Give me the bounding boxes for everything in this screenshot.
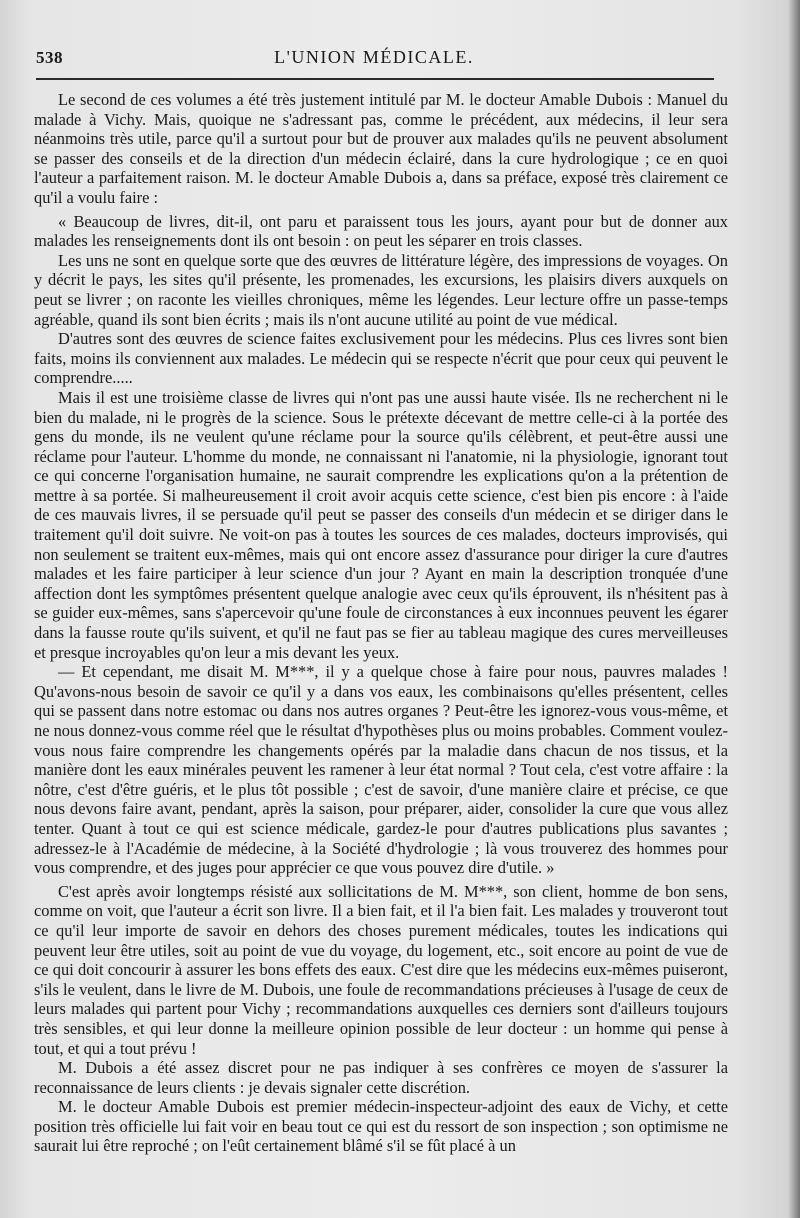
paragraph-quote-start: « Beaucoup de livres, dit-il, ont paru et paraissent tous les jours, ayant pour but de donner aux malades les renseignements dont ils ont besoin : on peut les séparer en trois classes. bbox=[34, 211, 728, 251]
paragraph-intro: Le second de ces volumes a été très justement intitulé par M. le docteur Amable Dubois : Manuel du malade à Vichy. Mais, quoique ne s'adressant pas, comme le précédent, aux médecins, il leur sera néanmoins très utile, parce qu'il a surtout pour but de prouver aux malades qu'ils ne peuvent absolument se passer des conseils et de la direction d'un médecin éclairé, dans la cure hydrologique ; ce en quoi l'auteur a parfaitement raison. M. le docteur Amable Dubois a, dans sa préface, exposé très clairement ce qu'il a voulu faire : bbox=[34, 90, 728, 207]
paragraph-author-book: C'est après avoir longtemps résisté aux sollicitations de M. M***, son client, homme de bon sens, comme on voit, que l'auteur a écrit son livre. Il a bien fait, et il l'a bien fait. Les malades y trouveront tout ce qu'il leur importe de savoir en dehors des choses purement médicales, toutes les indications qui peuvent leur être utiles, soit au point de vue du voyage, du logement, etc., soit encore au point de vue de ce qui doit concourir à assurer les bons effets des eaux. C'est dire que les médecins eux-mêmes puiseront, s'ils le veulent, dans le livre de M. Dubois, une foule de recommandations précieuses à l'usage de ceux de leurs malades qui partent pour Vichy ; recommandations auxquelles ces derniers sont d'ailleurs toujours très sensibles, et qui leur donne la meilleure opinion possible de leur docteur : un homme qui pense à tout, et qui a tout prévu ! bbox=[34, 881, 728, 1058]
book-spine-shadow bbox=[788, 0, 800, 1218]
page-header bbox=[36, 44, 712, 74]
paragraph-discretion: M. Dubois a été assez discret pour ne pas indiquer à ses confrères ce moyen de s'assurer la reconnaissance de leurs clients : je devais signaler cette discrétion. bbox=[34, 1058, 728, 1097]
paragraph-first-class: Les uns ne sont en quelque sorte que des œuvres de littérature légère, des impressions de voyages. On y décrit le pays, les sites qu'il présente, les promenades, les excursions, les plaisirs divers auxquels on peut se livrer ; on raconte les vieilles chroniques, même les légendes. Leur lecture offre un passe-temps agréable, quand ils sont bien écrits ; mais ils n'ont aucune utilité au point de vue médical. bbox=[34, 250, 728, 329]
page-number: 538 bbox=[36, 48, 63, 67]
article-body bbox=[34, 90, 728, 1156]
header-rule bbox=[36, 78, 714, 80]
paragraph-inspector: M. le docteur Amable Dubois est premier médecin-inspecteur-adjoint des eaux de Vichy, et cette position très officielle lui fait voir en beau tout ce qui est du ressort de son inspection ; son optimisme ne saurait lui être reproché ; on l'eût certainement blâmé s'il se fût placé à un bbox=[34, 1097, 728, 1156]
paragraph-third-class: Mais il est une troisième classe de livres qui n'ont pas une aussi haute visée. Ils ne recherchent ni le bien du malade, ni le progrès de la science. Sous le prétexte décevant de mettre celle-ci à la portée des gens du monde, ils ne veulent qu'une réclame pour la source qu'ils célèbrent, et peut-être aussi une réclame pour l'auteur. L'homme du monde, ne connaissant ni l'anatomie, ni la physiologie, ignorant tout ce qui concerne l'organisation humaine, ne saurait comprendre les explications qu'on a la prétention de mettre à sa portée. Si malheureusement il croit avoir acquis cette science, c'est bien pis encore : à l'aide de ces mauvais livres, il se persuade qu'il peut se passer des conseils d'un médecin et se diriger dans le traitement qu'il doit suivre. Ne voit-on pas à toutes les sources de ces malades, docteurs improvisés, qui non seulement se traitent eux-mêmes, mais qui ont encore assez d'assurance pour diriger la cure d'autres malades et les faire participer à leur science d'un jour ? Ayant en main la description tronquée d'une affection dont les symptômes présentent quelque analogie avec ceux qu'ils éprouvent, ils n'hésitent pas à se guider eux-mêmes, sans s'apercevoir qu'une foule de circonstances à eux inconnues peuvent les égarer dans la fausse route qu'ils suivent, et qu'il ne faut pas se fier au tableau magique des cures merveilleuses et presque incroyables qu'on leur a mis devant les yeux. bbox=[34, 387, 728, 662]
paragraph-second-class: D'autres sont des œuvres de science faites exclusivement pour les médecins. Plus ces livres sont bien faits, moins ils conviennent aux malades. Le médecin qui se respecte n'écrit que pour ceux qui peuvent le comprendre..... bbox=[34, 329, 728, 388]
running-title: L'UNION MÉDICALE. bbox=[274, 47, 474, 67]
paragraph-patient-speech: — Et cependant, me disait M. M***, il y a quelque chose à faire pour nous, pauvres malades ! Qu'avons-nous besoin de savoir ce qu'il y a dans vos eaux, les combinaisons qu'elles présentent, celles qui se passent dans notre estomac ou dans nos autres organes ? Peut-être les ignorez-vous vous-même, et ne nous donnez-vous comme réel que le résultat d'hypothèses plus ou moins probables. Comment voulez-vous nous faire comprendre les changements opérés par la maladie dans chacun de nos tissus, et la manière dont les eaux minérales peuvent les ramener à leur état normal ? Tout cela, c'est votre affaire : la nôtre, c'est d'être guéris, et le plus tôt possible ; c'est de savoir, d'une manière claire et précise, ce que nous devons faire avant, pendant, après la saison, pour préparer, aider, consolider la cure que vous allez tenter. Quant à tout ce qui est science médicale, gardez-le pour d'autres publications plus savantes ; adressez-le à l'Académie de médecine, à la Société d'hydrologie ; là vous trouverez des hommes pour vous comprendre, et des juges pour apprécier ce que vous pouvez dire d'utile. » bbox=[34, 662, 728, 878]
